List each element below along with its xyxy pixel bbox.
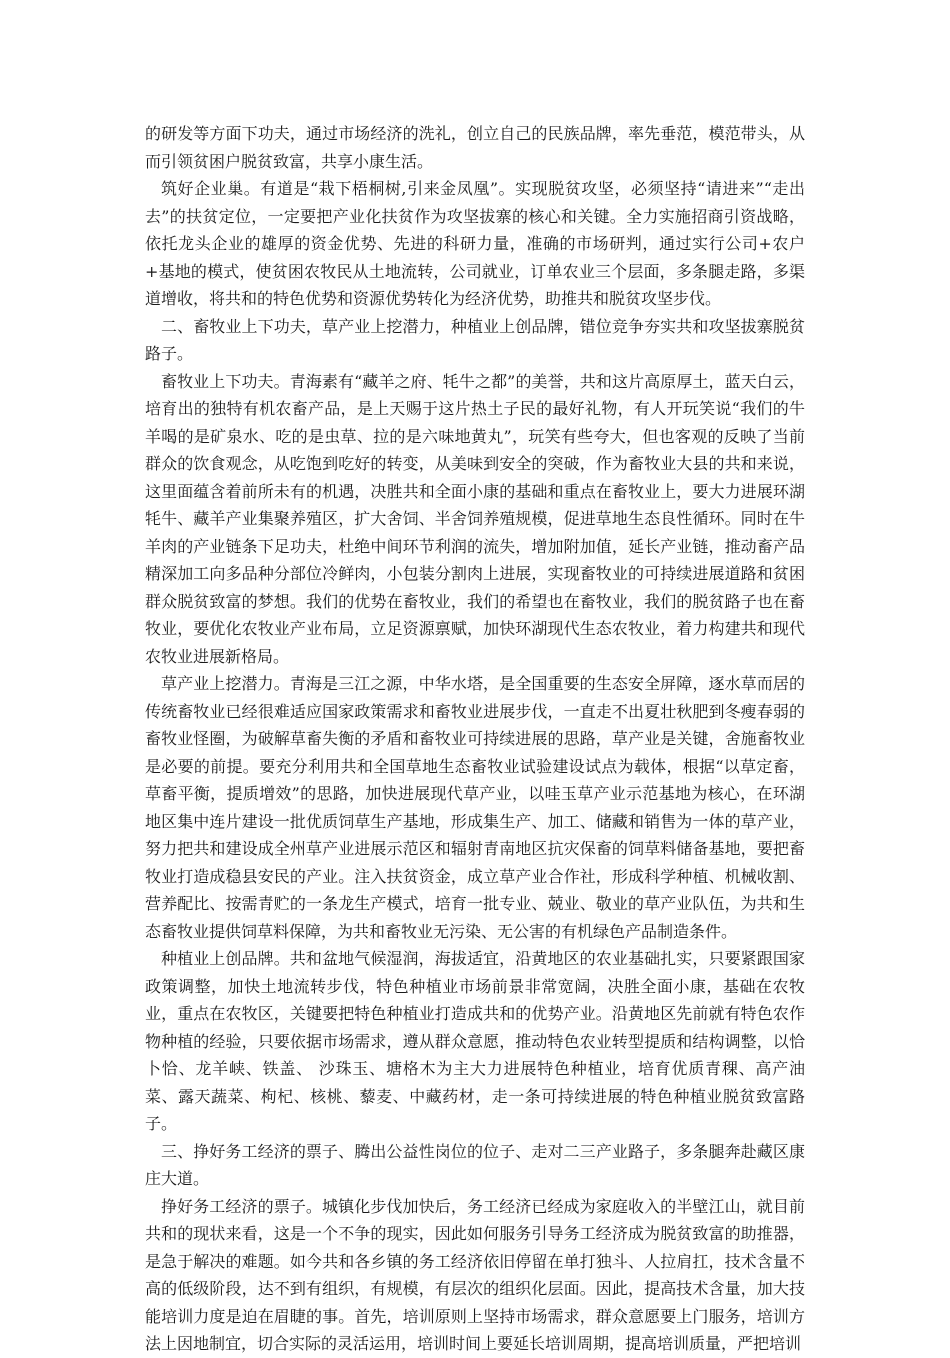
paragraph-grass-industry: 草产业上挖潜力。青海是三江之源，中华水塔，是全国重要的生态安全屏障，逐水草而居的传统畜牧业已经很难适应国家政策需求和畜牧业进展步伐，一直走不出夏壮秋肥到冬瘦春弱的畜牧业怪圈，为破解草畜失衡的矛盾和畜牧业可持续进展的思路，草产业是关键，舍施畜牧业是必要的前提。要充分利用共和全国草地生态畜牧业试验建设试点为载体，根据“以草定畜，草畜平衡，提质增效”的思路，加快进展现代草产业，以哇玉草产业示范基地为核心，在环湖地区集中连片建设一批优质饲草生产基地，形成集生产、加工、储藏和销售为一体的草产业，努力把共和建设成全州草产业进展示范区和辐射青南地区抗灾保畜的饲草料储备基地，要把畜牧业打造成稳县安民的产业。注入扶贫资金，成立草产业合作社，形成科学种植、机械收割、营养配比、按需青贮的一条龙生产模式，培育一批专业、兢业、敬业的草产业队伍，为共和生态畜牧业提供饲草料保障，为共和畜牧业无污染、无公害的有机绿色产品制造条件。 xyxy=(145,674,805,941)
section-heading-three: 三、挣好务工经济的票子、腾出公益性岗位的位子、走对二三产业路子，多条腿奔赴藏区康庄大道。 xyxy=(145,1141,805,1188)
paragraph-planting-brand: 种植业上创品牌。共和盆地气候湿润，海拔适宜，沿黄地区的农业基础扎实，只要紧跟国家政策调整，加快土地流转步伐，特色种植业市场前景非常宽阔，决胜全面小康，基础在农牧业，重点在农牧区，关键要把特色种植业打造成共和的优势产业。沿黄地区先前就有特色农作物种植的经验，只要依据市场需求，遵从群众意愿，推动特色农业转型提质和结构调整，以恰卜恰、龙羊峡、铁盖、 沙珠玉、塘格木为主大力进展特色种植业，培育优质青稞、高产油菜、露天蔬菜、枸杞、核桃、藜麦、中藏药材，走一条可持续进展的特色种植业脱贫致富路子。 xyxy=(145,949,805,1133)
paragraph-labor-economy: 挣好务工经济的票子。城镇化步伐加快后，务工经济已经成为家庭收入的半壁江山，就目前共和的现状来看，这是一个不争的现实，因此如何服务引导务工经济成为脱贫致富的助推器，是急于解决的难题。如今共和各乡镇的务工经济依旧停留在单打独斗、人拉肩扛，技术含量不高的低级阶段，达不到有组织，有规模，有层次的组织化层面。因此，提高技术含量，加大技能培训力度是迫在眉睫的事。首先，培训原则上坚持市场需求，群众意愿要上门服务，培训方法上因地制宜，切合实际的灵活运用，培训时间上要延长培训周期，提高培训质量，严把培训 xyxy=(145,1196,805,1353)
paragraph-continuation: 的研发等方面下功夫，通过市场经济的洗礼，创立自己的民族品牌，率先垂范，模范带头，从而引领贫困户脱贫致富，共享小康生活。 xyxy=(145,124,805,171)
paragraph-animal-husbandry: 畜牧业上下功夫。青海素有“藏羊之府、牦牛之都”的美誉，共和这片高原厚土，蓝天白云，培育出的独特有机农畜产品，是上天赐于这片热土子民的最好礼物，有人开玩笑说“我们的牛羊喝的是矿泉水、吃的是虫草、拉的是六味地黄丸”，玩笑有些夸大，但也客观的反映了当前群众的饮食观念，从吃饱到吃好的转变，从美味到安全的突破，作为畜牧业大县的共和来说，这里面蕴含着前所未有的机遇，决胜共和全面小康的基础和重点在畜牧业上，要大力进展环湖牦牛、藏羊产业集聚养殖区，扩大舍饲、半舍饲养殖规模，促进草地生态良性循环。同时在牛羊肉的产业链条下足功夫，杜绝中间环节利润的流失，增加附加值，延长产业链，推动畜产品精深加工向多品种分部位冷鲜肉，小包装分割肉上进展，实现畜牧业的可持续进展道路和贫困群众脱贫致富的梦想。我们的优势在畜牧业，我们的希望也在畜牧业，我们的脱贫路子也在畜牧业，要优化农牧业产业布局，立足资源禀赋，加快环湖现代生态农牧业，着力构建共和现代农牧业进展新格局。 xyxy=(145,371,805,666)
document-body xyxy=(145,120,805,1358)
section-heading-two: 二、畜牧业上下功夫，草产业上挖潜力，种植业上创品牌，错位竞争夯实共和攻坚拔寨脱贫路子。 xyxy=(145,316,805,363)
paragraph-enterprise-nest: 筑好企业巢。有道是“栽下梧桐树,引来金凤凰”。实现脱贫攻坚，必须坚持“请进来”“走出去”的扶贫定位，一定要把产业化扶贫作为攻坚拔寨的核心和关键。全力实施招商引资战略，依托龙头企业的雄厚的资金优势、先进的科研力量，准确的市场研判，通过实行公司+农户+基地的模式，使贫困农牧民从土地流转，公司就业，订单农业三个层面，多条腿走路，多渠道增收，将共和的特色优势和资源优势转化为经济优势，助推共和脱贫攻坚步伐。 xyxy=(145,179,805,308)
